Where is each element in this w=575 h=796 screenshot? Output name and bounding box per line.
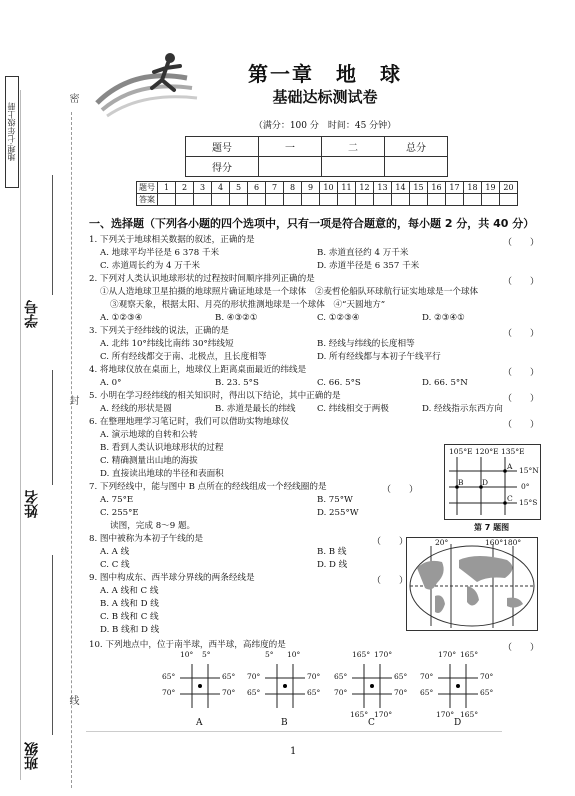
q10-grid-option[interactable] [428,656,488,716]
answer-number-cell: 2 [176,182,194,194]
option: A. 北纬 10°纬线比南纬 30°纬线短 [100,339,234,349]
q10-option-label: C [368,718,375,728]
answer-table [136,181,518,206]
answer-number-cell: 19 [482,182,500,194]
answer-cell[interactable] [356,194,374,206]
answer-cell[interactable] [392,194,410,206]
grid-degree-label: 170° [374,650,393,659]
xingming-label: 姓名 [24,490,40,518]
grade-label: 地理·七年级上册 [5,76,19,188]
option: C. 66. 5°S [317,378,361,388]
score-table [185,136,448,177]
grid-degree-label: 170° [436,710,455,719]
answer-paren[interactable]: （ ） [382,485,419,495]
answer-number-cell: 18 [464,182,482,194]
world-map-icon [407,538,537,630]
answer-cell[interactable] [248,194,266,206]
lat-label: 0° [521,482,530,491]
answer-row-label: 题号 [137,182,158,194]
map-top-label: 20° [435,538,449,547]
option: B. 75°W [317,495,353,505]
answer-cell[interactable] [194,194,212,206]
option: C. B 线和 C 线 [100,612,159,622]
answer-row-label: 答案 [137,194,158,206]
seal-mark-mi: 密 [67,93,78,103]
lat-label: 15°S [519,498,538,507]
answer-number-cell: 1 [158,182,176,194]
option: B. 经线与纬线的长度相等 [317,339,415,349]
answer-cell[interactable] [482,194,500,206]
answer-paren[interactable]: （ ） [503,394,540,404]
option: A. 演示地球的自转和公转 [100,430,198,440]
answer-number-cell: 5 [230,182,248,194]
question-3: 3. 下列关于经纬线的说法，正确的是 [89,326,229,336]
q10-grid-option[interactable] [170,656,230,716]
runner-decoration-icon [92,48,217,118]
option: D. ②③④① [422,313,465,323]
grid-degree-label: 65° [307,688,321,697]
grid-degree-label: 10° [180,650,194,659]
question-8: 8. 图中被称为本初子午线的是 [89,534,204,544]
option: C. 255°E [100,508,139,518]
seal-mark-xian: 线 [67,695,78,705]
question-10: 10. 下列地点中，位于南半球，西半球，高纬度的是 [89,640,286,650]
lon-label: 120°E [475,447,499,456]
option: C. 赤道周长约为 4 万千米 [100,261,201,271]
option: D. 赤道半径是 6 357 千米 [317,261,420,271]
option: B. 23. 5°S [215,378,259,388]
figure-7-caption: 第 7 题图 [474,523,510,532]
option: B. A 线和 D 线 [100,599,159,609]
test-subtitle: 基础达标测试卷 [272,88,378,106]
answer-paren[interactable]: （ ） [503,643,540,653]
answer-paren[interactable]: （ ） [503,420,540,430]
grid-icon [428,656,488,716]
q10-option-label: A [196,718,203,728]
answer-number-cell: 6 [248,182,266,194]
answer-cell[interactable] [428,194,446,206]
question-6: 6. 在整理地理学习笔记时，我们可以借助实物地球仪 [89,417,289,427]
grid-icon [342,656,402,716]
answer-number-cell: 4 [212,182,230,194]
grid-degree-label: 70° [334,688,348,697]
xuehao-label: 学号 [24,300,40,328]
answer-paren[interactable]: （ ） [503,329,540,339]
grid-degree-label: 65° [247,688,261,697]
score-cell[interactable] [259,157,322,177]
option: A. A 线和 C 线 [100,586,159,596]
option: B. 赤道是最长的纬线 [215,404,296,414]
lon-label: 135°E [501,447,525,456]
point-label: D [482,478,489,487]
grid-degree-label: 5° [265,650,274,659]
answer-cell[interactable] [374,194,392,206]
answer-number-cell: 12 [356,182,374,194]
grid-icon [170,656,230,716]
grid-degree-label: 165° [352,650,371,659]
answer-number-cell: 20 [500,182,518,194]
option: B. B 线 [317,547,347,557]
grid-degree-label: 65° [480,688,494,697]
answer-cell[interactable] [500,194,518,206]
answer-number-cell: 10 [320,182,338,194]
option: D. 255°W [317,508,359,518]
option: A. ①②③④ [100,313,143,323]
grid-degree-label: 165° [350,710,369,719]
score-cell[interactable] [385,157,448,177]
q10-option-label: D [454,718,462,728]
section-heading: 一、选择题（下列各小题的四个选项中，只有一项是符合题意的，每小题 2 分，共 40 分） [89,217,535,230]
answer-number-cell: 13 [374,182,392,194]
answer-paren[interactable]: （ ） [503,368,540,378]
option: A. 75°E [100,495,134,505]
grid-degree-label: 70° [162,688,176,697]
banji-field[interactable] [52,555,53,735]
score-row-label: 得分 [186,157,259,177]
question-2-statements: ①从人造地球卫星拍摄的地球照片确证地球是一个球体 ②麦哲伦船队环球航行证实地球是一个球体 [100,287,479,297]
answer-cell[interactable] [212,194,230,206]
question-7: 7. 下列经线中，能与图中 B 点所在的经线组成一个经线圈的是 [89,482,327,492]
option: C. C 线 [100,560,130,570]
grid-degree-label: 170° [438,650,457,659]
question-9: 9. 图中构成东、西半球分界线的两条经线是 [89,573,255,583]
point-label: B [458,478,464,487]
question-2: 2. 下列对人类认识地球形状的过程按时间顺序排列正确的是 [89,274,315,284]
question-1: 1. 下列关于地球相关数据的叙述，正确的是 [89,235,255,245]
answer-paren[interactable]: （ ） [372,576,409,586]
point-label: C [507,494,513,503]
grid-degree-label: 65° [420,688,434,697]
question-2-statements: ③观察天象，根据太阳、月亮的形状推测地球是一个球体 ④“天圆地方” [110,300,386,310]
grid-degree-label: 70° [222,688,236,697]
grid-degree-label: 10° [287,650,301,659]
grid-degree-label: 170° [374,710,393,719]
answer-cell[interactable] [230,194,248,206]
exam-meta: （满分：100 分 时间：45 分钟） [253,121,397,131]
answer-number-cell: 17 [446,182,464,194]
question-4: 4. 将地球仪放在桌面上，地球仪上距离桌面最近的纬线是 [89,365,307,375]
divider [86,731,502,732]
map-top-label: 160°180° [485,538,522,547]
score-cell[interactable] [322,157,385,177]
option: C. 所有经线都交于南、北极点，且长度相等 [100,352,267,362]
answer-number-cell: 14 [392,182,410,194]
option: C. 纬线相交于两极 [317,404,389,414]
grid-degree-label: 65° [394,672,408,681]
grid-degree-label: 70° [307,672,321,681]
answer-paren[interactable]: （ ） [372,537,409,547]
q10-grid-option[interactable] [342,656,402,716]
option: C. 精确测量出山地的海拔 [100,456,198,466]
answer-cell[interactable] [464,194,482,206]
point-label: A [507,462,513,471]
answer-number-cell: 7 [266,182,284,194]
grid-degree-label: 70° [480,672,494,681]
chapter-title: 第一章 地 球 [248,62,402,86]
option: D. 66. 5°N [422,378,468,388]
option: D. 所有经线都与本初子午线平行 [317,352,441,362]
answer-cell[interactable] [338,194,356,206]
answer-number-cell: 11 [338,182,356,194]
score-header-cell: 题号 [186,137,259,157]
answer-cell[interactable] [320,194,338,206]
grid-degree-label: 165° [460,710,479,719]
grid-icon [255,656,315,716]
answer-paren[interactable]: （ ） [503,238,540,248]
grid-degree-label: 165° [460,650,479,659]
option: A. A 线 [100,547,130,557]
seal-mark-feng: 封 [67,395,78,405]
grid-degree-label: 65° [334,672,348,681]
answer-cell[interactable] [410,194,428,206]
option: D. B 线和 D 线 [100,625,160,635]
answer-cell[interactable] [284,194,302,206]
option: D. D 线 [317,560,348,570]
option: C. ①②③④ [317,313,360,323]
grid-degree-label: 70° [420,672,434,681]
question-5: 5. 小明在学习经纬线的相关知识时，得出以下结论，其中正确的是 [89,391,341,401]
answer-number-cell: 15 [410,182,428,194]
figure-7-grid [444,444,541,520]
q10-grid-option[interactable] [255,656,315,716]
grid-degree-label: 65° [222,672,236,681]
option: B. ④③②① [215,313,258,323]
option: A. 地球平均半径是 6 378 千米 [100,248,220,258]
score-header-cell: 总分 [385,137,448,157]
world-map [406,537,538,631]
score-header-cell: 一 [259,137,322,157]
read-instruction: 读图，完成 8～9 题。 [110,521,196,531]
option: B. 看到人类认识地球形状的过程 [100,443,224,453]
answer-cell[interactable] [158,194,176,206]
answer-number-cell: 9 [302,182,320,194]
xuehao-field[interactable] [52,175,53,295]
answer-cell[interactable] [302,194,320,206]
q10-option-label: B [281,718,288,728]
xingming-field[interactable] [52,370,53,485]
grid-degree-label: 70° [394,688,408,697]
option: D. 经线指示东西方向 [422,404,503,414]
answer-cell[interactable] [266,194,284,206]
answer-cell[interactable] [176,194,194,206]
option: D. 直接读出地球的半径和表面积 [100,469,224,479]
score-header-cell: 二 [322,137,385,157]
cut-line [71,112,72,788]
lon-label: 105°E [449,447,473,456]
answer-number-cell: 8 [284,182,302,194]
grid-degree-label: 70° [247,672,261,681]
option: A. 0° [100,378,122,388]
option: B. 赤道直径约 4 万千米 [317,248,409,258]
answer-paren[interactable]: （ ） [503,277,540,287]
lat-label: 15°N [519,466,539,475]
grid-degree-label: 65° [162,672,176,681]
page-number: 1 [290,746,297,757]
answer-cell[interactable] [446,194,464,206]
answer-number-cell: 16 [428,182,446,194]
binding-line [20,90,21,780]
option: A. 经线的形状是圆 [100,404,172,414]
answer-number-cell: 3 [194,182,212,194]
banji-label: 班级 [24,742,40,770]
grid-degree-label: 5° [202,650,211,659]
